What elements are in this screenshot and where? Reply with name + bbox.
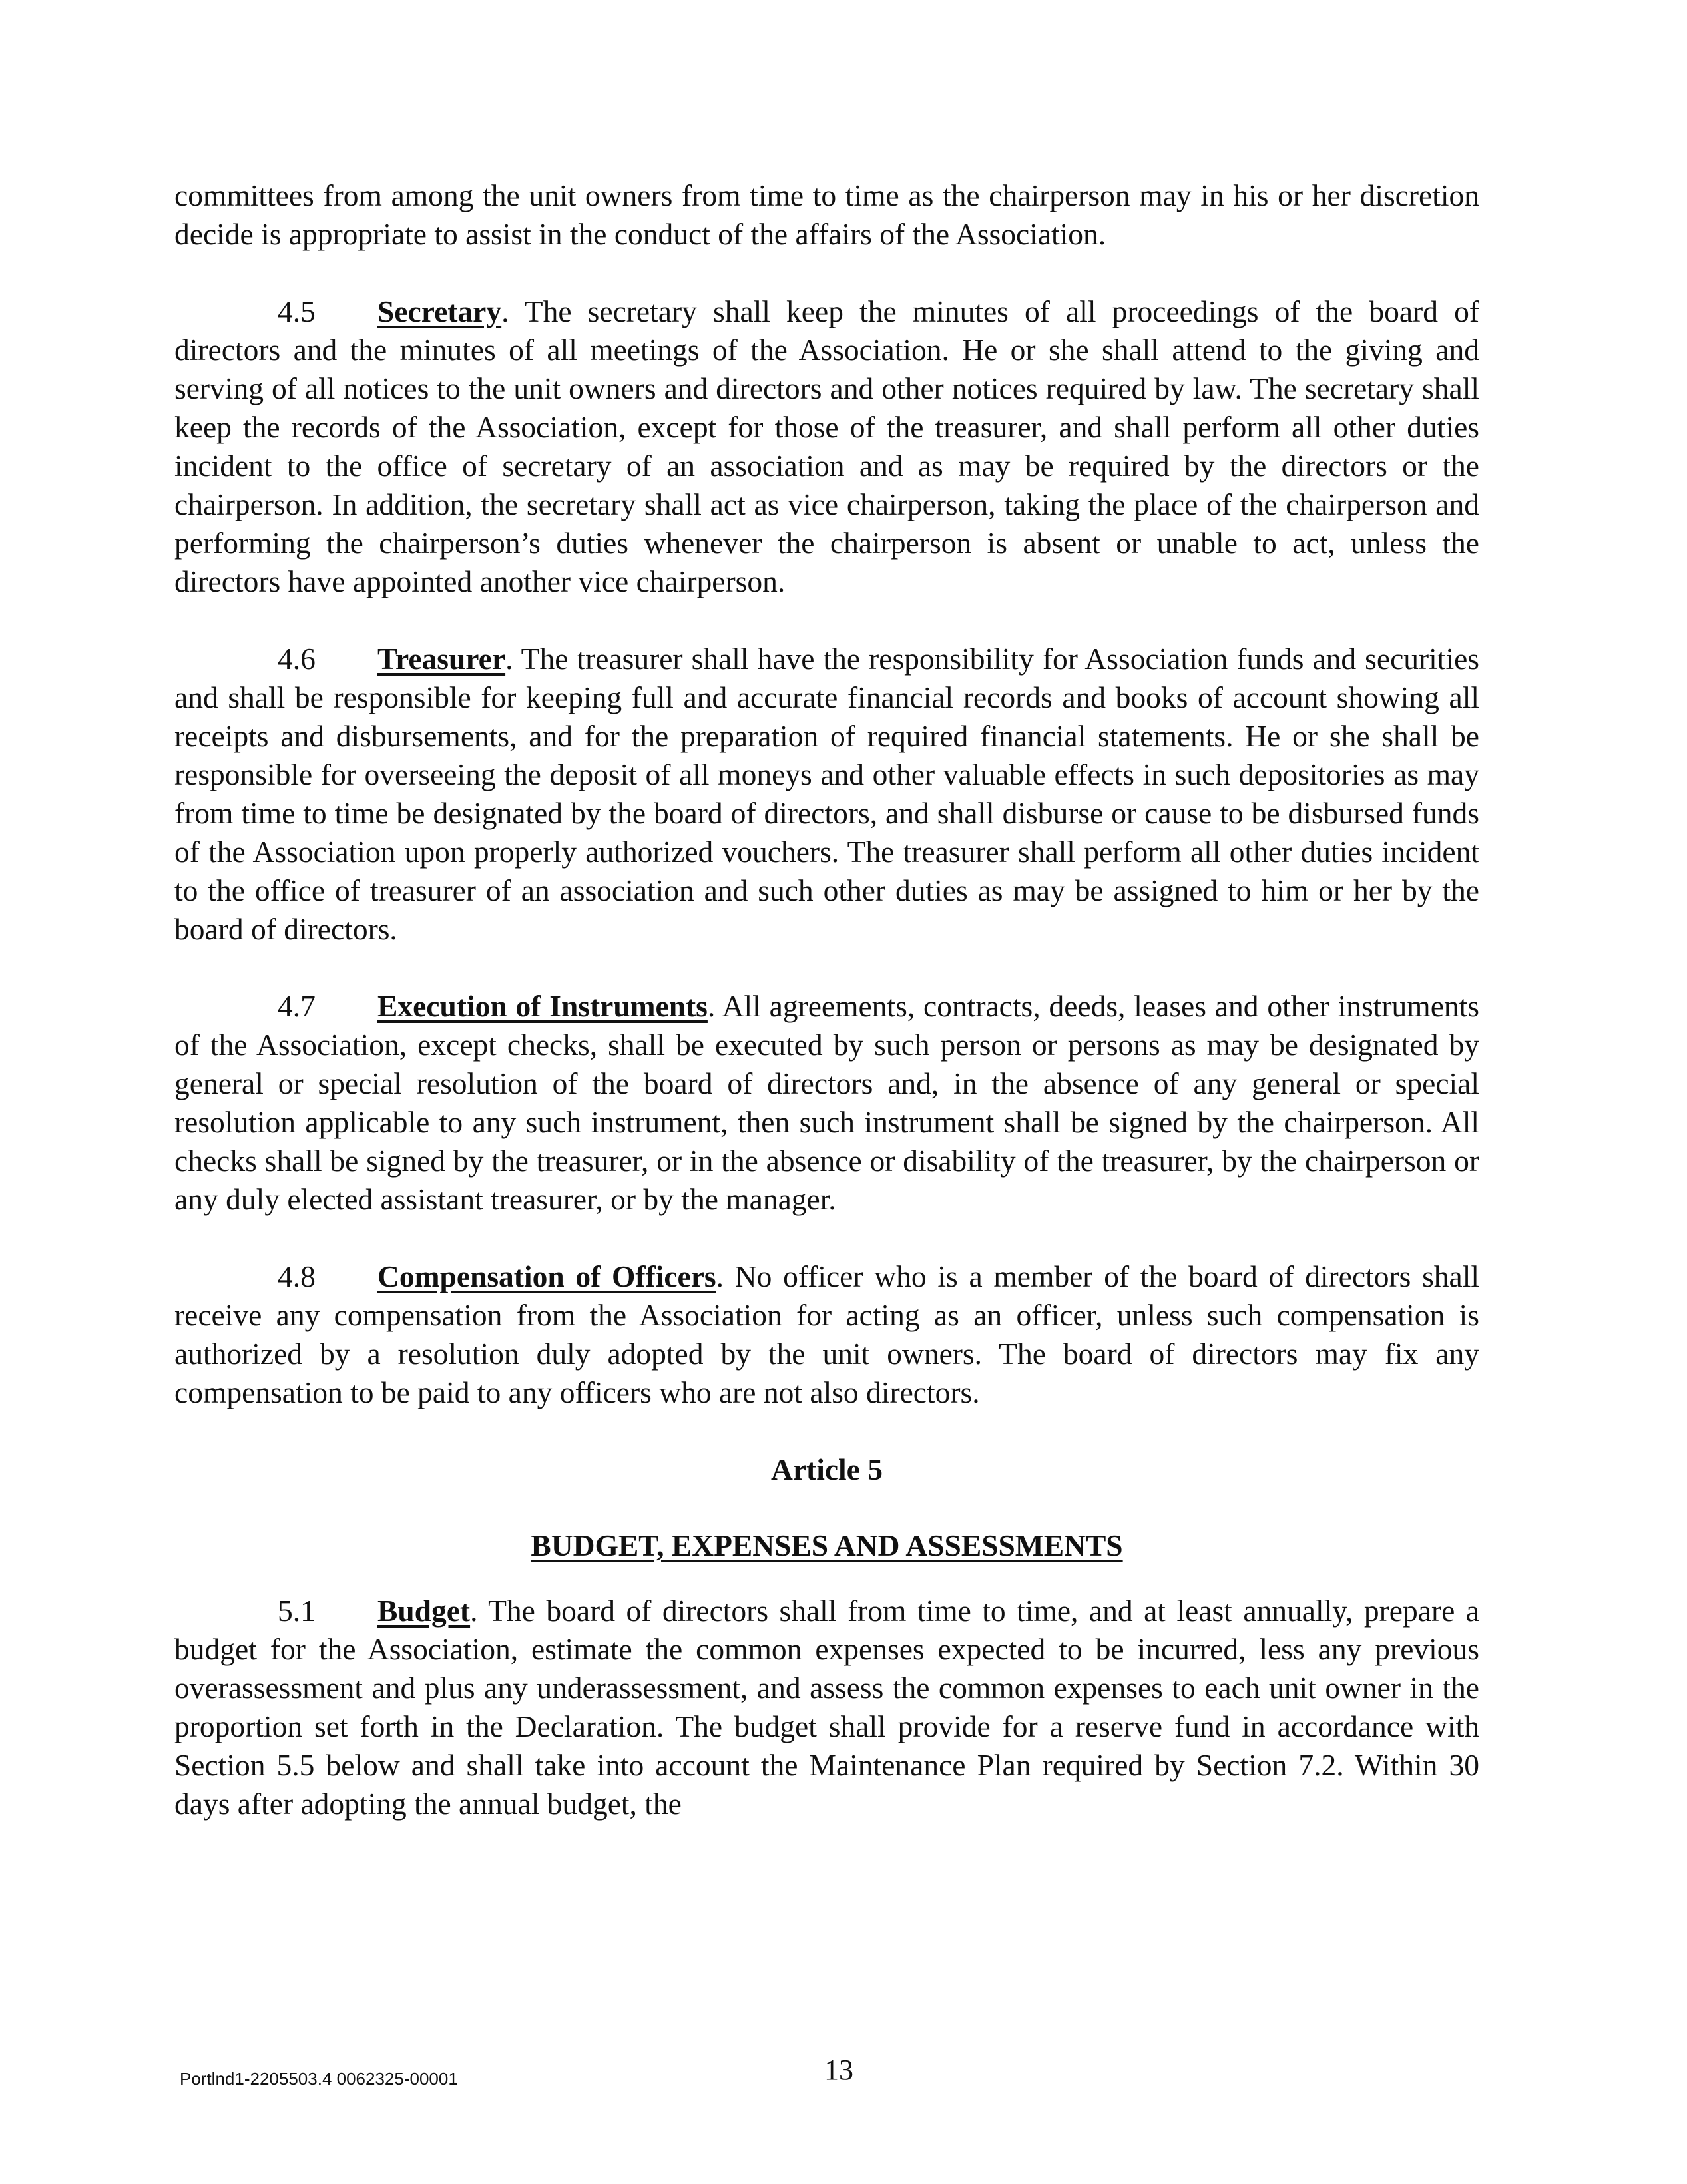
section-heading: Compensation of Officers [377,1259,716,1293]
section-heading: Budget [377,1594,471,1628]
section-number: 4.6 [278,642,316,676]
section-4-8 [174,1257,1479,1412]
document-id: Portlnd1-2205503.4 0062325-00001 [180,2069,458,2089]
section-number: 4.5 [278,294,316,328]
section-heading: Treasurer [377,642,506,676]
section-heading: Execution of Instruments [377,989,708,1023]
section-number: 5.1 [278,1594,316,1628]
section-4-6 [174,640,1479,949]
section-number: 4.7 [278,989,316,1023]
section-body: . The treasurer shall have the responsibility for Association funds and securities and shall be responsible for keeping full and accurate financial records and books of account showing all receipts and disbursements, and for the preparation of required financial statements. He or she shall be responsible for overseeing the deposit of all moneys and other valuable effects in such depositories as may from time to time be designated by the board of directors, and shall disburse or cause to be disbursed funds of the Association upon properly authorized vouchers. The treasurer shall perform all other duties incident to the office of treasurer of an association and such other duties as may be assigned to him or her by the board of directors. [174,642,1479,946]
section-4-5 [174,292,1479,601]
section-body: . The secretary shall keep the minutes of all proceedings of the board of directors and the minutes of all meetings of the Association. He or she shall attend to the giving and serving of all notices to the unit owners and directors and other notices required by law. The secretary shall keep the records of the Association, except for those of the treasurer, and shall perform all other duties incident to the office of secretary of an association and as may be required by the directors or the chairperson. In addition, the secretary shall act as vice chairperson, taking the place of the chairperson and performing the chairperson’s duties whenever the chairperson is absent or unable to act, unless the directors have appointed another vice chairperson. [174,294,1479,598]
document-page [174,176,1479,1862]
section-body: . All agreements, contracts, deeds, leases and other instruments of the Association, except checks, shall be executed by such person or persons as may be designated by general or special resolution of the board of directors and, in the absence of any general or special resolution applicable to any such instrument, then such instrument shall be signed by the chairperson. All checks shall be signed by the treasurer, or in the absence or disability of the treasurer, by the chairperson or any duly elected assistant treasurer, or by the manager. [174,989,1479,1216]
article-title: Article 5 [770,1452,883,1486]
section-body: . The board of directors shall from time to time, and at least annually, prepare a budget for the Association, estimate the common expenses expected to be incurred, less any previous overassessment and plus any underassessment, and assess the common expenses to each unit owner in the proportion set forth in the Declaration. The budget shall provide for a reserve fund in accordance with Section 5.5 below and shall take into account the Maintenance Plan required by Section 7.2. Within 30 days after adopting the annual budget, the [174,1594,1479,1821]
section-body: . No officer who is a member of the board of directors shall receive any compensation from the Association for acting as an officer, unless such compensation is authorized by a resolution duly adopted by the unit owners. The board of directors may fix any compensation to be paid to any officers who are not also directors. [174,1259,1480,1409]
section-5-1 [174,1592,1479,1823]
section-4-7 [174,987,1479,1219]
article-subtitle: BUDGET, EXPENSES AND ASSESSMENTS [531,1528,1123,1562]
section-heading: Secretary [377,294,502,328]
intro-paragraph: committees from among the unit owners from time to time as the chairperson may in his or her discretion decide is appropriate to assist in the conduct of the affairs of the Association. [174,178,1479,251]
section-number: 4.8 [278,1259,316,1293]
page-number: 13 [824,2054,853,2086]
